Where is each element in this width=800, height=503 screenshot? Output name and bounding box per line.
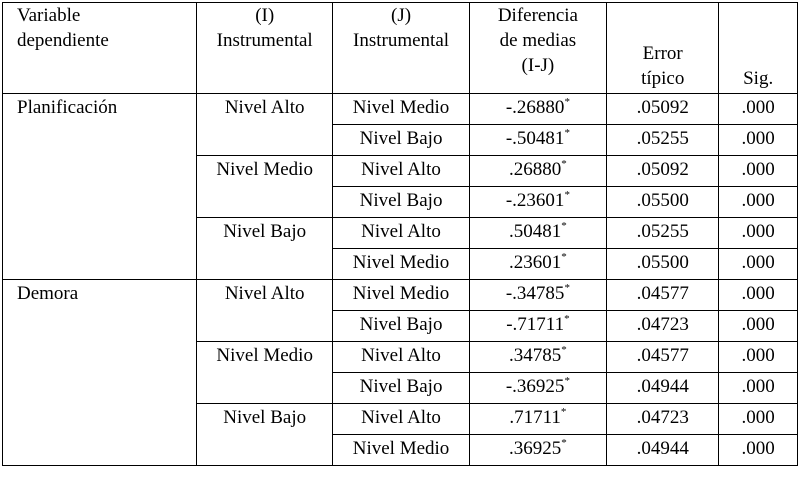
cell-error: .04944	[607, 373, 719, 404]
header-row	[3, 3, 798, 94]
header-i-line-2: Instrumental	[216, 30, 313, 51]
significance-mark: *	[564, 95, 570, 108]
header-error-line-1: Error	[642, 43, 683, 64]
cell-i: Nivel Alto	[197, 280, 333, 342]
header-diff	[469, 3, 606, 94]
significance-mark: *	[561, 157, 567, 170]
cell-sig: .000	[719, 156, 798, 187]
table-row	[3, 94, 798, 125]
cell-error: .04944	[607, 435, 719, 466]
significance-mark: *	[561, 219, 567, 232]
cell-sig: .000	[719, 94, 798, 125]
cell-diff	[469, 404, 606, 435]
significance-mark: *	[561, 250, 567, 263]
cell-i: Nivel Bajo	[197, 218, 333, 280]
diff-value: .34785	[509, 345, 562, 366]
diff-value: -.36925	[505, 376, 565, 397]
cell-error: .05255	[607, 125, 719, 156]
cell-sig: .000	[719, 125, 798, 156]
header-j-line-2: Instrumental	[353, 30, 450, 51]
header-sig-label: Sig.	[743, 68, 774, 89]
cell-diff	[469, 342, 606, 373]
header-diff-line-2: de medias	[499, 30, 577, 51]
table-row	[3, 280, 798, 311]
significance-mark: *	[564, 374, 570, 387]
cell-j: Nivel Bajo	[333, 373, 469, 404]
cell-j: Nivel Bajo	[333, 311, 469, 342]
diff-value: .23601	[509, 252, 562, 273]
header-variable-line-1: Variable	[17, 5, 81, 26]
cell-diff	[469, 435, 606, 466]
cell-sig: .000	[719, 311, 798, 342]
cell-sig: .000	[719, 218, 798, 249]
cell-error: .05500	[607, 187, 719, 218]
significance-mark: *	[560, 405, 567, 418]
cell-sig: .000	[719, 280, 798, 311]
cell-diff	[469, 156, 606, 187]
header-diff-line-1: Diferencia	[497, 5, 578, 26]
cell-i: Nivel Medio	[197, 342, 333, 404]
cell-error: .05500	[607, 249, 719, 280]
diff-value: -.26880	[505, 97, 565, 118]
diff-value: .50481	[509, 221, 562, 242]
cell-sig: .000	[719, 435, 798, 466]
significance-mark: *	[561, 436, 567, 449]
header-variable	[3, 3, 197, 94]
header-i	[197, 3, 333, 94]
cell-error: .05255	[607, 218, 719, 249]
cell-error: .05092	[607, 156, 719, 187]
cell-j: Nivel Medio	[333, 435, 469, 466]
cell-sig: .000	[719, 373, 798, 404]
table-header	[3, 3, 798, 94]
cell-j: Nivel Alto	[333, 342, 469, 373]
diff-value: .36925	[509, 438, 562, 459]
cell-diff	[469, 311, 606, 342]
cell-sig: .000	[719, 342, 798, 373]
significance-mark: *	[564, 312, 570, 325]
cell-error: .04723	[607, 311, 719, 342]
cell-diff	[469, 94, 606, 125]
header-diff-line-3: (I-J)	[521, 55, 555, 76]
cell-j: Nivel Bajo	[333, 187, 469, 218]
cell-diff	[469, 218, 606, 249]
significance-mark: *	[564, 188, 570, 201]
header-j	[333, 3, 469, 94]
cell-diff	[469, 187, 606, 218]
header-j-line-1: (J)	[391, 5, 412, 26]
cell-variable: Demora	[3, 280, 197, 466]
diff-value: .71711	[509, 407, 561, 428]
cell-j: Nivel Alto	[333, 218, 469, 249]
cell-diff	[469, 249, 606, 280]
significance-mark: *	[561, 343, 567, 356]
cell-sig: .000	[719, 249, 798, 280]
header-variable-line-2: dependiente	[17, 30, 109, 51]
cell-diff	[469, 125, 606, 156]
cell-error: .05092	[607, 94, 719, 125]
cell-error: .04723	[607, 404, 719, 435]
cell-j: Nivel Bajo	[333, 125, 469, 156]
table-body	[3, 94, 798, 466]
diff-value: .26880	[509, 159, 562, 180]
diff-value: -.50481	[505, 128, 565, 149]
cell-i: Nivel Alto	[197, 94, 333, 156]
cell-j: Nivel Alto	[333, 404, 469, 435]
header-i-line-1: (I)	[255, 5, 275, 26]
cell-variable: Planificación	[3, 94, 197, 280]
cell-j: Nivel Medio	[333, 94, 469, 125]
significance-mark: *	[564, 126, 570, 139]
comparisons-table	[2, 2, 798, 466]
diff-value: -.34785	[505, 283, 565, 304]
cell-error: .04577	[607, 342, 719, 373]
cell-sig: .000	[719, 187, 798, 218]
cell-j: Nivel Medio	[333, 280, 469, 311]
diff-value: -.71711	[506, 314, 565, 335]
cell-sig: .000	[719, 404, 798, 435]
cell-j: Nivel Medio	[333, 249, 469, 280]
header-error	[607, 3, 719, 94]
cell-diff	[469, 280, 606, 311]
cell-i: Nivel Bajo	[197, 404, 333, 466]
header-error-line-2: típico	[641, 68, 685, 89]
header-sig	[719, 3, 798, 94]
diff-value: -.23601	[505, 190, 565, 211]
cell-diff	[469, 373, 606, 404]
cell-error: .04577	[607, 280, 719, 311]
significance-mark: *	[564, 281, 570, 294]
cell-j: Nivel Alto	[333, 156, 469, 187]
cell-i: Nivel Medio	[197, 156, 333, 218]
